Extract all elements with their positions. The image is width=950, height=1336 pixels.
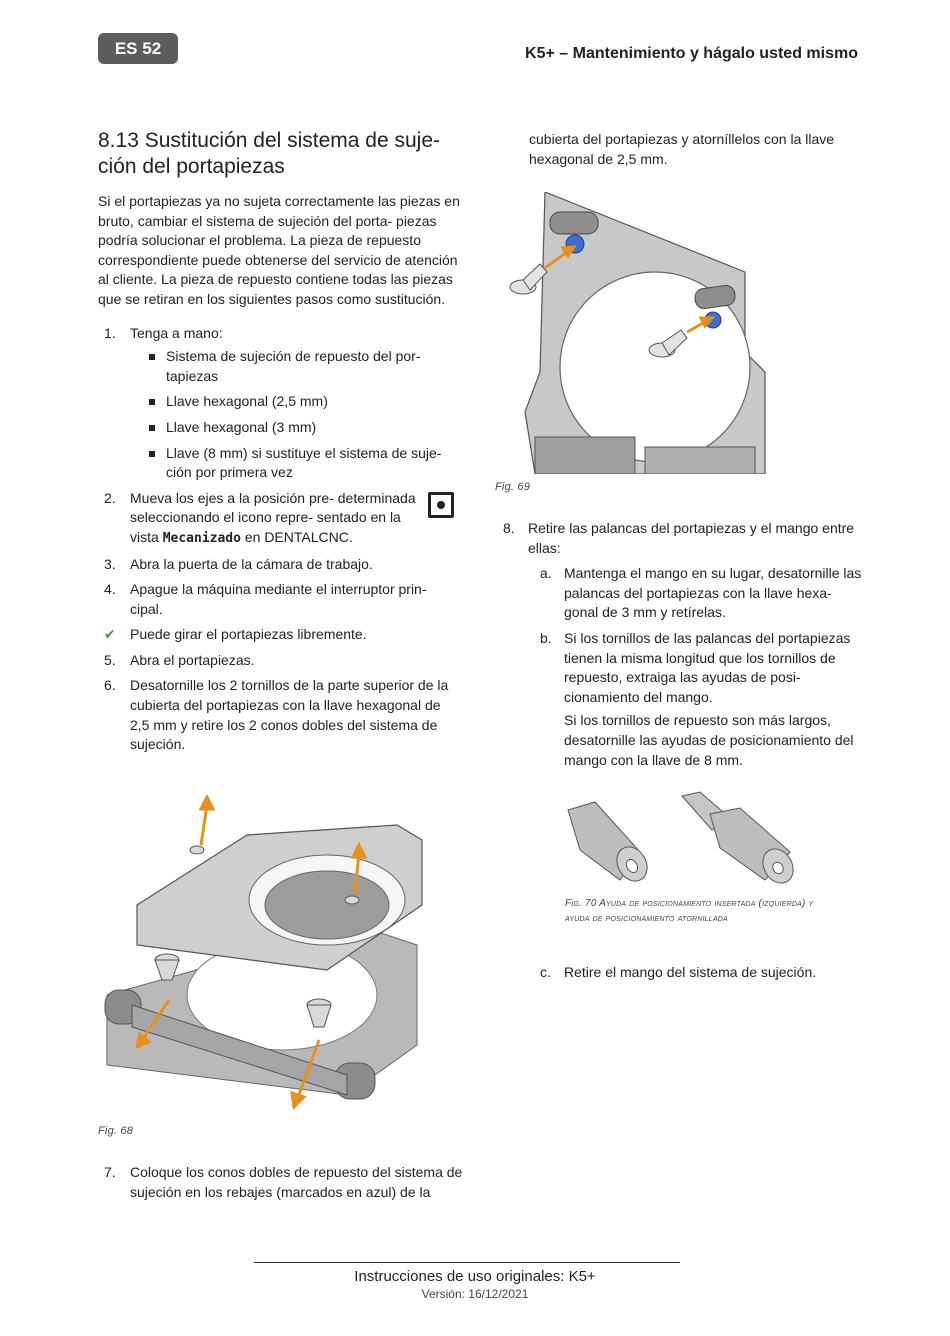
step-8a: a. Mantenga el mango en su lugar, desatornille las palancas del portapiezas con la llave hexa- gonal de 3 mm y retírelas. [540,565,862,621]
left-column [98,128,460,761]
list-item: Llave hexagonal (3 mm) [130,418,460,438]
step-number: 2. [104,489,116,506]
step-6: 6. Desatornille los 2 tornillos de la parte superior de la cubierta del portapiezas con la llave hexagonal de 2,5 mm y retire los 2 conos dobles del sistema de sujeción. [104,677,449,753]
step-7: 7. Coloque los conos dobles de repuesto del sistema de sujeción en los rebajes (marcados en azul) de la [104,1164,463,1200]
step-3: 3. Abra la puerta de la cámara de trabajo. [104,555,373,572]
footer-title: Instrucciones de uso originales: K5+ [354,1268,596,1285]
figure-68-image [97,795,427,1117]
tools-list [130,347,460,483]
header-title: K5+ – Mantenimiento y hágalo usted mismo [525,45,858,62]
step-2: 2. Mueva los ejes a la posición pre- determinada seleccionando el icono repre- sentado en la vista Mecanizado en DENTALCNC. [98,489,460,549]
step-text: Tenga a mano: [130,324,223,341]
bullet-icon [149,451,155,457]
step-1 [98,324,460,483]
list-item: Llave (8 mm) si sustituye el sistema de suje- ción por primera vez [130,444,460,483]
right-steps [497,519,869,776]
page-badge: ES 52 [98,33,178,64]
step-7-continued: cubierta del portapiezas y atorníllelos con la llave hexagonal de 2,5 mm. [529,131,835,167]
list-item: Llave hexagonal (2,5 mm) [130,392,460,412]
figure-70-caption: Fig. 70 Ayuda de posicionamiento insertada (izquierda) y ayuda de posicionamiento atornillada [565,898,814,924]
footer-divider [254,1262,680,1263]
bullet-icon [149,354,155,360]
home-position-icon [428,492,454,518]
bullet-icon [149,425,155,431]
list-item: Sistema de sujeción de repuesto del por- tapiezas [130,347,460,386]
figure-70-image [560,790,800,890]
result-line: ✔ Puede girar el portapiezas libremente. [98,625,460,645]
figure-69-caption: Fig. 69 [495,481,531,493]
ui-term: Mecanizado [162,530,241,546]
step-8b: b. Si los tornillos de las palancas del portapiezas tienen la misma longitud que los tornillos de repuesto, extraiga las ayudas de posi- cionamiento del mango. Si los tornillos de repuesto son más largos, desatornille las ayudas de posicionamiento del mango con la llave de 8 mm. [540,629,854,768]
step-8: 8. Retire las palancas del portapiezas y el mango entre ellas: [503,520,855,556]
step-number: 1. [104,324,116,341]
intro-paragraph: Si el portapiezas ya no sujeta correctamente las piezas en bruto, cambiar el sistema de sujeción del porta- piezas podría solucionar el problema. La pieza de repuesto correspondiente puede obtenerse del servicio de atención al cliente. La pieza de repuesto contiene todas las piezas que se retiran en los siguientes pasos como sustitución. [98,193,460,307]
bullet-icon [149,399,155,405]
figure-69-image [495,192,771,474]
section-title: 8.13 Sustitución del sistema de suje- ción del portapiezas [98,129,441,178]
step-5: 5. Abra el portapiezas. [104,651,255,668]
figure-68-caption: Fig. 68 [98,1125,134,1137]
check-icon: ✔ [104,626,116,643]
step-8c: c. Retire el mango del sistema de sujeción. [540,964,817,980]
step-4: 4. Apague la máquina mediante el interruptor prin- cipal. [104,581,427,617]
footer-version: Versión: 16/12/2021 [421,1287,529,1301]
